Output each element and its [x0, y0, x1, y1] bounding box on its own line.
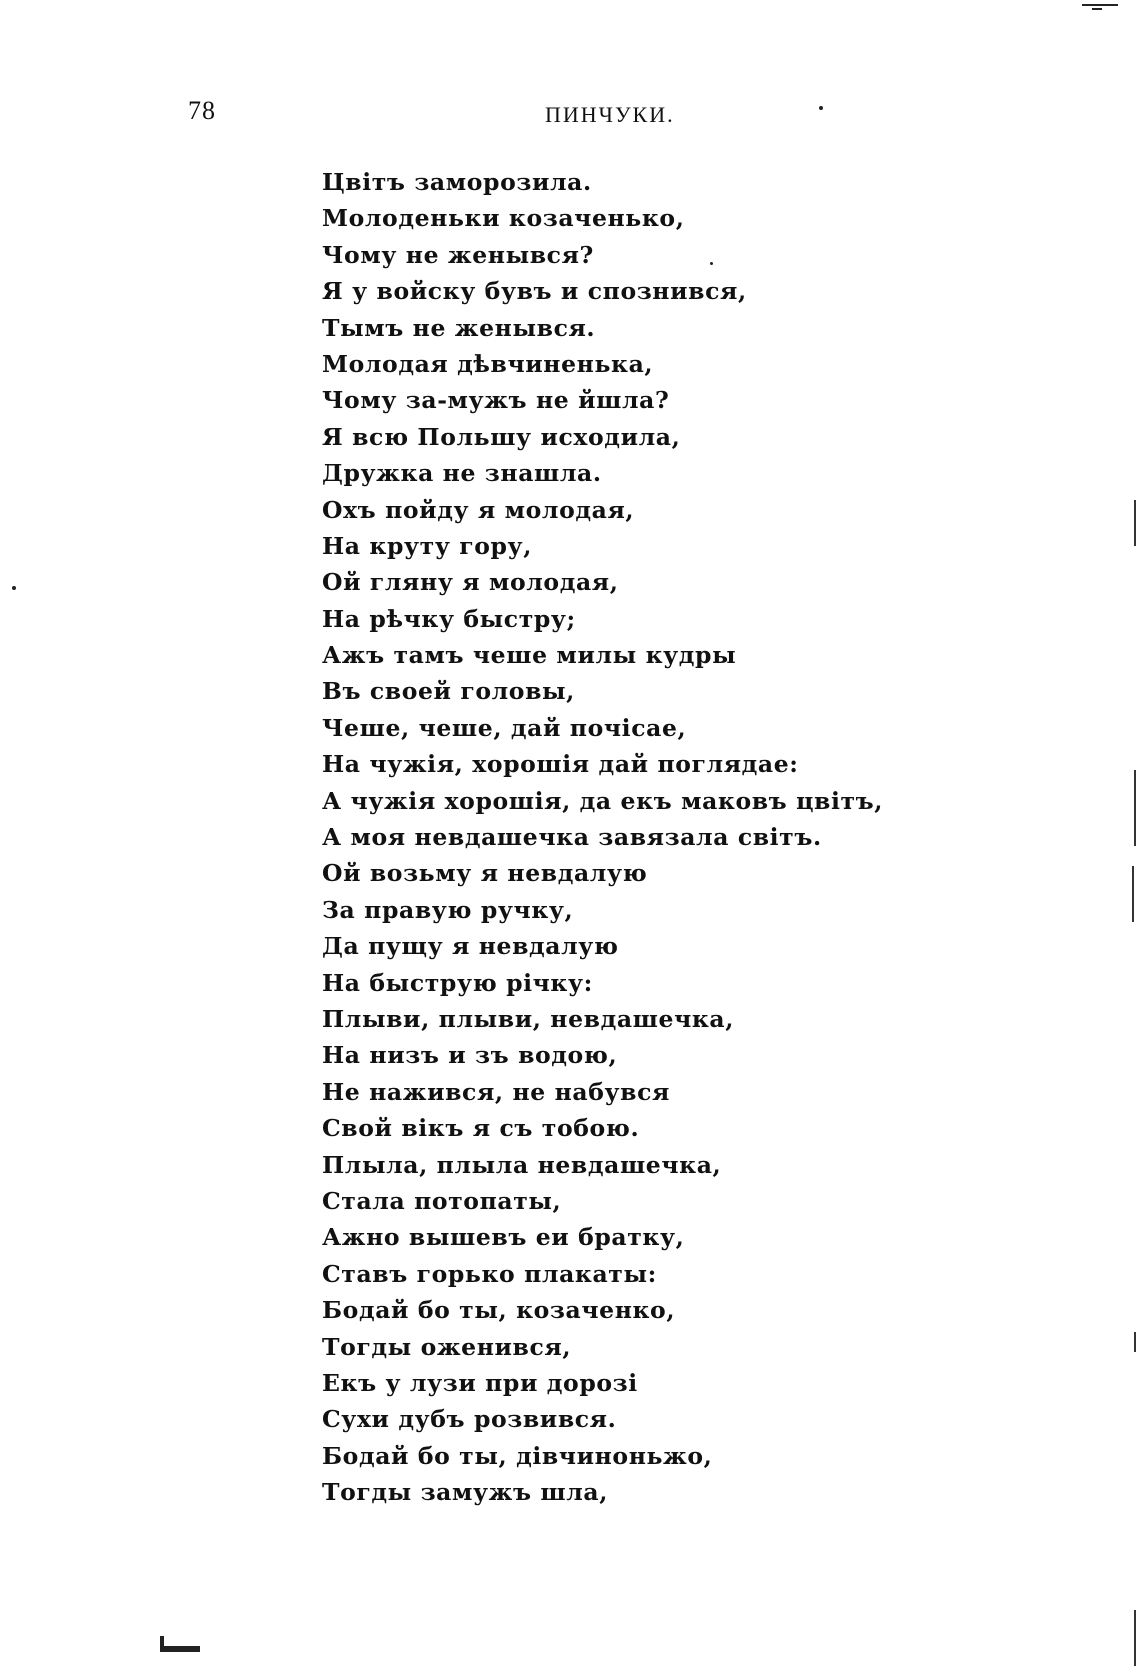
page-edge-mark: [1134, 770, 1136, 846]
poem-line: За правую ручку,: [322, 895, 574, 924]
poem-line: Ставъ горько плакаты:: [322, 1259, 657, 1288]
scan-speck: [819, 106, 823, 110]
page-edge-mark: [1134, 500, 1136, 546]
poem-line: На круту гору,: [322, 531, 532, 560]
poem-line: Сухи дубъ розвився.: [322, 1405, 617, 1434]
scan-speck: [160, 1646, 200, 1652]
poem-line: Екъ у лузи при дорозі: [322, 1368, 638, 1397]
poem-line: Свой вікъ я съ тобою.: [322, 1114, 640, 1143]
scan-speck: [1082, 4, 1118, 6]
poem-line: Бодай бо ты, дівчиноньжо,: [322, 1441, 713, 1470]
page-number: 78: [188, 96, 216, 125]
poem-line: Бодай бо ты, козаченко,: [322, 1296, 676, 1325]
poem-line: Плыла, плыла невдашечка,: [322, 1150, 722, 1179]
poem-line: Охъ пойду я молодая,: [322, 495, 635, 524]
poem-line: А чужія хорошія, да екъ маковъ цвітъ,: [322, 786, 884, 815]
poem-line: Не нажився, не набувся: [322, 1077, 670, 1106]
poem-line: На рѣчку быстру;: [322, 604, 576, 633]
scan-speck: [160, 1636, 164, 1648]
poem-line: Молоденьки козаченько,: [322, 204, 685, 233]
poem-line: На чужія, хорошія дай поглядае:: [322, 750, 799, 779]
poem-line: Чому за-мужъ не йшла?: [322, 386, 670, 415]
poem-line: Тогды замужъ шла,: [322, 1478, 609, 1507]
poem-line: Я всю Польшу исходила,: [322, 422, 681, 451]
poem-line: Да пущу я невдалую: [322, 932, 619, 961]
scan-speck: [710, 262, 713, 265]
poem-line: Дружка не знашла.: [322, 459, 602, 488]
page-edge-mark: [1132, 866, 1134, 922]
poem-line: Чому не женывся?: [322, 240, 594, 269]
poem-line: Я у войску бувъ и спознився,: [322, 277, 747, 306]
page-edge-mark: [1134, 1610, 1136, 1666]
page-edge-mark: [1134, 1332, 1136, 1352]
poem-line: Ой гляну я молодая,: [322, 568, 619, 597]
poem-line: Ой возьму я невдалую: [322, 859, 648, 888]
poem-line: А моя невдашечка завязала світъ.: [322, 823, 822, 852]
scan-speck: [1092, 8, 1102, 10]
scan-speck: [12, 586, 16, 590]
poem-line: Плыви, плыви, невдашечка,: [322, 1004, 735, 1033]
poem-line: Стала потопаты,: [322, 1186, 562, 1215]
poem-line: На низъ и зъ водою,: [322, 1041, 618, 1070]
poem-line: Тогды оженився,: [322, 1332, 572, 1361]
poem-text: [322, 164, 883, 1510]
poem-line: Чеше, чеше, дай почісае,: [322, 713, 687, 742]
poem-line: Въ своей головы,: [322, 677, 575, 706]
poem-line: Ажъ тамъ чеше милы кудры: [322, 641, 737, 670]
poem-line: Цвітъ заморозила.: [322, 168, 592, 196]
running-title: ПИНЧУКИ.: [545, 102, 675, 127]
poem-line: Тымъ не женывся.: [322, 313, 596, 342]
poem-line: На быструю річку:: [322, 968, 593, 997]
poem-line: Молодая дѣвчиненька,: [322, 349, 654, 378]
poem-line: Ажно вышевъ еи братку,: [322, 1223, 685, 1252]
